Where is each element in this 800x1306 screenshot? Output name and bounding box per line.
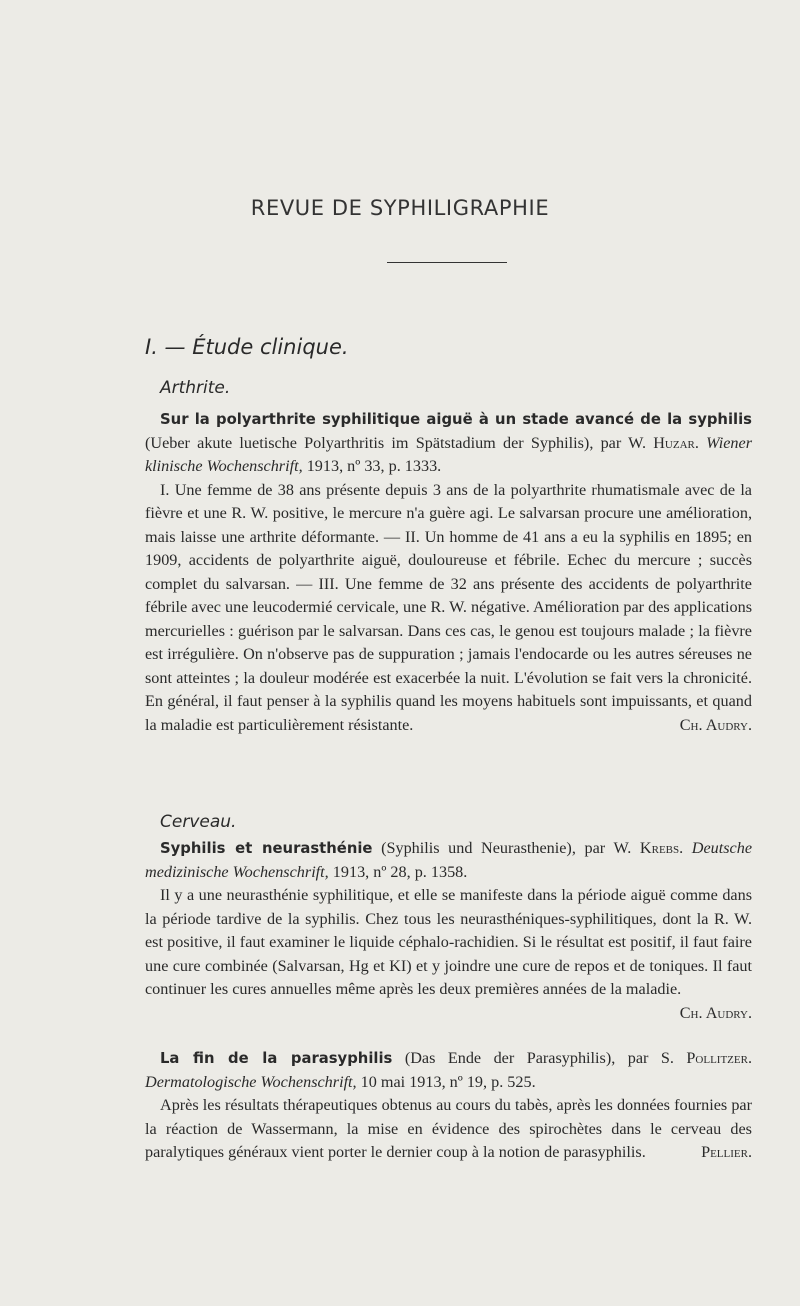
- article-citation: [145, 837, 752, 884]
- article-reference: 1913, nº 28, p. 1358.: [332, 862, 468, 881]
- article-author: Krebs.: [639, 839, 684, 857]
- article-citation: [145, 408, 752, 479]
- article-title: Sur la polyarthrite syphilitique aiguë à un stade avancé de la syphilis: [160, 411, 752, 428]
- article-author: Huzar.: [653, 433, 699, 452]
- article-neurasthenie: [145, 837, 752, 1025]
- article-reference: 1913, nº 33, p. 1333.: [306, 457, 442, 475]
- article-arthrite: [145, 408, 752, 737]
- subheading-cerveau: Cerveau.: [160, 812, 237, 832]
- article-original-title: (Ueber akute luetische Polyarthritis im Spätstadium der Syphilis), par W.: [145, 433, 647, 452]
- article-body-text: Après les résultats thérapeutiques obtenus au cours du tabès, après les données fournies par la réaction de Wassermann, la mise en évidence des spirochètes dans le cerveau des paralytiques généraux vient porter le dernier coup à la notion de parasyphilis.: [145, 1096, 752, 1161]
- page-header: REVUE DE SYPHILIGRAPHIE: [250, 196, 550, 220]
- article-journal: Deutsche medizinische Wochenschrift,: [145, 839, 753, 881]
- article-title: La fin de la parasyphilis: [160, 1050, 393, 1067]
- article-original-title: (Das Ende der Parasyphilis), par S.: [404, 1049, 674, 1067]
- article-signature: Pellier.: [701, 1143, 752, 1161]
- section-title: I. — Étude clinique.: [145, 335, 349, 359]
- subheading-arthrite: Arthrite.: [160, 378, 231, 398]
- article-original-title: (Syphilis und Neurasthenie), par W.: [381, 839, 632, 857]
- article-journal: Dermatologische Wochenschrift,: [145, 1072, 357, 1091]
- article-parasyphilis: [145, 1047, 752, 1165]
- article-body: [145, 479, 752, 738]
- article-body-text: I. Une femme de 38 ans présente depuis 3 ans de la polyarthrite rhumatismale avec de la fièvre et une R. W. positive, le mercure n'a guère agi. Le salvarsan procure une amélioration, mais laisse une arthrite déformante. — II. Un homme de 41 ans a eu la syphilis en 1895; en 1909, accidents de polyarthrite aiguë, douloureuse et fébrile. Echec du mercure ; succès complet du salvarsan. — III. Une femme de 32 ans présente des accidents de polyarthrite fébrile avec une leucodermié cervicale, une R. W. négative. Amélioration par des applications mercurielles : guérison par le salvarsan. Dans ces cas, le genou est toujours malade ; la fièvre est irrégulière. On n'observe pas de suppuration ; jamais l'endocarde ou les autres séreuses ne sont atteintes ; la douleur modérée est exacerbée la nuit. L'évolution se fait vers la chronicité. En général, il faut penser à la syphilis quand les moyens habituels sont impuissants, et quand la maladie est particulièrement résistante.: [145, 480, 752, 734]
- article-author: Pollitzer.: [686, 1049, 752, 1067]
- article-signature: Ch. Audry.: [679, 1003, 752, 1022]
- article-body: [145, 1094, 752, 1165]
- article-journal: Wiener klinische Wochenschrift,: [145, 433, 752, 475]
- article-title: Syphilis et neurasthénie: [160, 840, 373, 857]
- article-body: [145, 884, 752, 1022]
- article-reference: 10 mai 1913, nº 19, p. 525.: [360, 1072, 536, 1091]
- article-citation: [145, 1047, 752, 1094]
- article-signature: Ch. Audry.: [679, 715, 752, 734]
- header-rule: [387, 262, 507, 263]
- article-body-text: Il y a une neurasthénie syphilitique, et elle se manifeste dans la période aiguë comme dans la période tardive de la syphilis. Chez tous les neurasthéniques-syphilitiques, dont la R. W. est positive, il faut examiner le liquide céphalo-rachidien. Si le résultat est positif, il faut faire une cure combinée (Salvarsan, Hg et KI) et y joindre une cure de repos et de toniques. Il faut continuer les cures annuelles même après les deux premières années de la maladie.: [145, 886, 752, 998]
